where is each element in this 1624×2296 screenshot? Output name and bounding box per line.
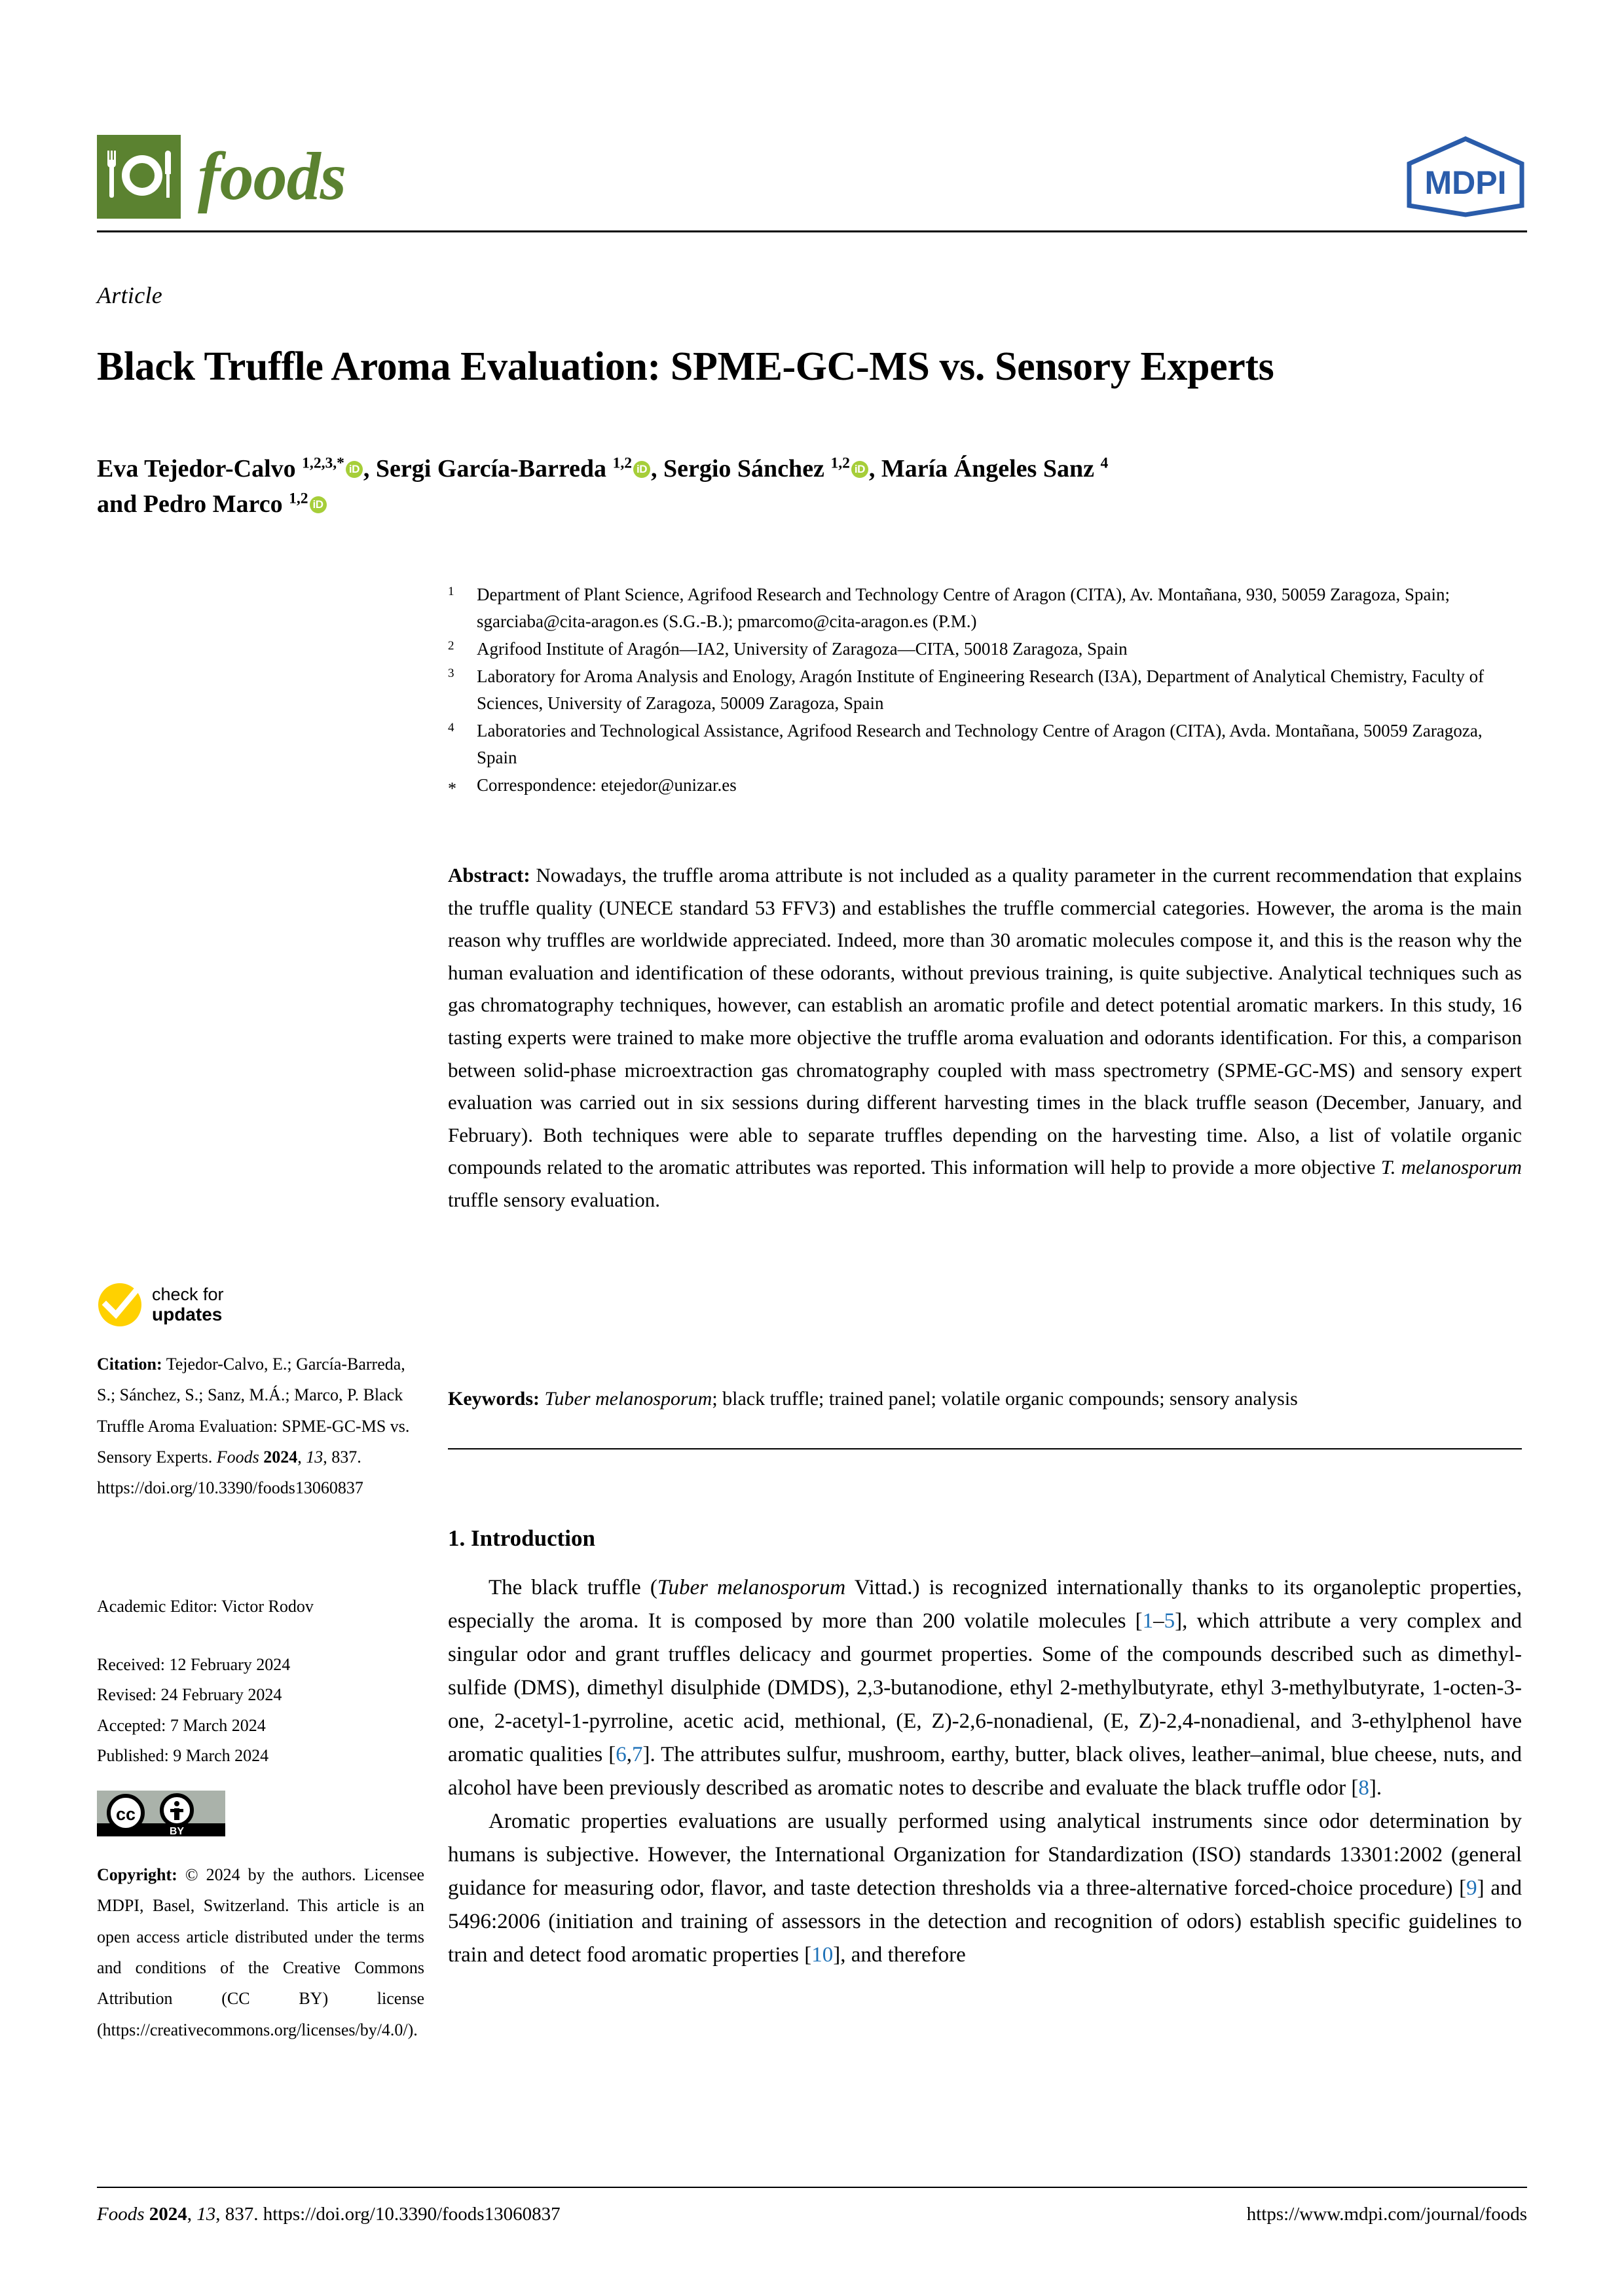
citation-label: Citation: [97, 1355, 162, 1374]
footer-divider [97, 2187, 1527, 2188]
foods-plate-cutlery-icon [97, 135, 181, 219]
page-footer [97, 2204, 1527, 2225]
copyright-text: © 2024 by the authors. Licensee MDPI, Basel, Switzerland. This article is an open access article distributed under the terms and conditions of the Creative Commons Attribution (CC BY) license (https://creativecommons.org/licenses/by/4.0/). [97, 1865, 424, 2039]
journal-name: foods [198, 139, 346, 214]
affiliation-item [448, 581, 1522, 635]
page-title: Black Truffle Aroma Evaluation: SPME-GC-MS vs. Sensory Experts [97, 344, 1274, 389]
check-for-updates-line1: check for [152, 1285, 224, 1305]
svg-text:cc: cc [115, 1804, 136, 1824]
footer-citation: Foods 2024, 13, 837. https://doi.org/10.3390/foods13060837 [97, 2204, 561, 2225]
date-revised: Revised: 24 February 2024 [97, 1685, 282, 1705]
affiliation-list [448, 581, 1522, 803]
publication-dates [97, 1650, 424, 1771]
section-heading-introduction: 1. Introduction [448, 1525, 595, 1551]
check-for-updates-label [152, 1285, 224, 1325]
svg-text:BY: BY [169, 1826, 185, 1836]
date-received: Received: 12 February 2024 [97, 1655, 291, 1674]
copyright-label: Copyright: [97, 1865, 177, 1884]
affiliation-marker: 3 [448, 666, 454, 681]
affiliation-item [448, 663, 1522, 717]
affiliation-marker: 4 [448, 721, 454, 735]
check-for-updates[interactable] [97, 1282, 224, 1328]
keywords [448, 1384, 1535, 1413]
footer-journal-url[interactable]: https://www.mdpi.com/journal/foods [1246, 2204, 1527, 2225]
citation-text: Tejedor-Calvo, E.; García-Barreda, S.; Sánchez, S.; Sanz, M.Á.; Marco, P. Black Truffle Aroma Evaluation: SPME-GC-MS vs. Sensory Experts. Foods 2024, 13, 837. https://doi.org/10.3390/foods13060837 [97, 1355, 410, 1498]
affiliation-text: Laboratories and Technological Assistance, Agrifood Research and Technology Centre of Aragon (CITA), Avda. Montañana, 50059 Zaragoza, Spain [477, 721, 1483, 768]
paragraph: The black truffle (Tuber melanosporum Vittad.) is recognized internationally thanks to its organoleptic properties, especially the aroma. It is composed by more than 200 volatile molecules [1–5], which attribute a very complex and singular odor and grant truffles delicacy and gourmet properties. Some of the compounds described such as dimethyl-sulfide (DMS), dimethyl disulphide (DMDS), 2,3-butanodione, ethyl 2-methylbutyrate, ethyl 3-methylbutyrate, 1-octen-3-one, 2-acetyl-1-pyrroline, acetic acid, methional, (E, Z)-2,6-nonadienal, (E, Z)-2,4-nonadienal, and 3-ethylphenol have aromatic qualities [6,7]. The attributes sulfur, mushroom, earthy, butter, black olives, leather–animal, blue cheese, nuts, and alcohol have been previously described as aromatic notes to describe and evaluate the black truffle odor [8]. [448, 1576, 1522, 1800]
affiliation-item [448, 636, 1522, 663]
keywords-label: Keywords: [448, 1388, 540, 1410]
correspondence-text[interactable]: Correspondence: etejedor@unizar.es [477, 775, 737, 795]
affiliation-marker: 1 [448, 585, 454, 598]
abstract-text: Nowadays, the truffle aroma attribute is not included as a quality parameter in the current recommendation that explains the truffle quality (UNECE standard 53 FFV3) and establishes the truffle commercial categories. However, the aroma is the main reason why truffles are worldwide appreciated. Indeed, more than 30 aromatic molecules compose it, and this is the reason why the human evaluation and identification of these odorants, without previous training, is quite subjective. Analytical techniques such as gas chromatography techniques, however, can establish an aromatic profile and detect potential aromatic markers. In this study, 16 tasting experts were trained to make more objective the truffle aroma evaluation and odorants identification. For this, a comparison between solid-phase microextraction gas chromatography coupled with mass spectrometry (SPME-GC-MS) and sensory expert evaluation was carried out in six sessions during different harvesting times in the black truffle season (December, January, and February). Both techniques were able to separate truffles depending on the harvesting time. Also, a list of volatile organic compounds related to the aromatic attributes was reported. This information will help to provide a more objective T. melanosporum truffle sensory evaluation. [448, 864, 1522, 1211]
affiliation-text: Laboratory for Aroma Analysis and Enology, Aragón Institute of Engineering Research (I3A), Department of Analytical Chemistry, Faculty of Sciences, University of Zaragoza, 50009 Zaragoza, Spain [477, 666, 1485, 714]
abstract [448, 859, 1522, 1216]
author-list: Eva Tejedor-Calvo $^{1,2,3,*}$ iD , Sergi García-Barreda $^{1,2}$ iD , Sergio Sánchez $^{1,2}$ iD , María Ángeles Sanz $^4$ and Pedro Marco $^{1,2}$ iD [97, 454, 1109, 518]
cc-by-license-icon[interactable] [97, 1791, 225, 1836]
citation-block [97, 1349, 424, 1504]
correspondence-item [448, 772, 1522, 802]
keywords-divider [448, 1448, 1522, 1449]
abstract-label: Abstract: [448, 864, 530, 886]
svg-text:MDPI: MDPI [1424, 164, 1507, 201]
check-for-updates-icon [97, 1282, 143, 1328]
keywords-text: Tuber melanosporum; black truffle; trained panel; volatile organic compounds; sensory analysis [544, 1388, 1298, 1410]
academic-editor: Academic Editor: Victor Rodov [97, 1597, 314, 1616]
masthead [97, 128, 1527, 225]
date-accepted: Accepted: 7 March 2024 [97, 1715, 266, 1735]
copyright-block [97, 1859, 424, 2045]
article-type-label: Article [97, 282, 163, 308]
affiliation-marker: 2 [448, 639, 454, 653]
affiliation-text: Department of Plant Science, Agrifood Research and Technology Centre of Aragon (CITA), Av. Montañana, 930, 50059 Zaragoza, Spain; sgarciaba@cita-aragon.es (S.G.-B.); pmarcomo@cita-aragon.es (P.M.) [477, 585, 1450, 632]
introduction-body [448, 1571, 1522, 1972]
correspondence-marker: * [448, 779, 456, 799]
paragraph: Aromatic properties evaluations are usually performed using analytical instruments since odor determination by humans is subjective. However, the International Organization for Standardization (ISO) standards 13301:2002 (general guidance for measuring odor, flavor, and taste detection thresholds via a three-alternative forced-choice procedure) [9] and 5496:2006 (initiation and training of assessors in the detection and recognition of odors) establish specific guidelines to train and detect food aromatic properties [10], and therefore [448, 1809, 1522, 1967]
masthead-divider [97, 230, 1527, 232]
mdpi-logo-icon[interactable] [1404, 134, 1527, 220]
check-for-updates-line2: updates [152, 1304, 223, 1325]
date-published: Published: 9 March 2024 [97, 1745, 269, 1765]
affiliation-text: Agrifood Institute of Aragón—IA2, University of Zaragoza—CITA, 50018 Zaragoza, Spain [477, 639, 1128, 659]
journal-brand[interactable] [97, 135, 346, 219]
affiliation-item [448, 718, 1522, 771]
